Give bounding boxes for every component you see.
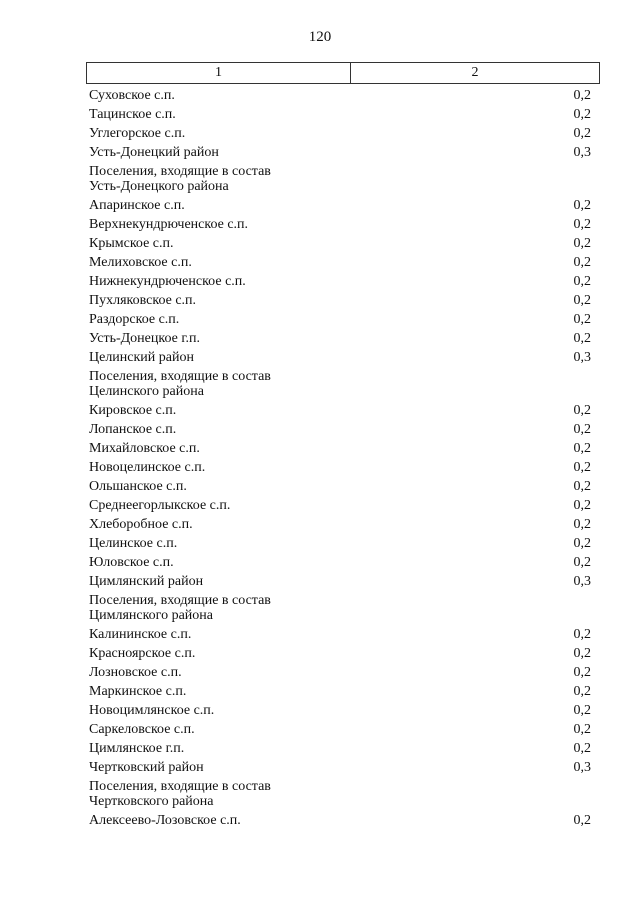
row-name: Новоцимлянское с.п. <box>89 703 215 718</box>
row-value: 0,2 <box>573 460 591 475</box>
row-value: 0,2 <box>573 498 591 513</box>
table-row <box>89 310 591 329</box>
row-name: Алексеево-Лозовское с.п. <box>89 813 241 828</box>
row-name: Тацинское с.п. <box>89 107 176 122</box>
table-header <box>86 62 600 84</box>
table-row <box>89 515 591 534</box>
table-row <box>89 401 591 420</box>
row-name: Чертковский район <box>89 760 204 775</box>
row-name: Усть-Донецкий район <box>89 145 219 160</box>
table-body <box>89 86 591 830</box>
row-value: 0,2 <box>573 684 591 699</box>
table-row <box>89 496 591 515</box>
row-value: 0,2 <box>573 312 591 327</box>
table-row <box>89 682 591 701</box>
table-row <box>89 86 591 105</box>
row-value: 0,2 <box>573 627 591 642</box>
row-value: 0,2 <box>573 813 591 828</box>
table-row <box>89 625 591 644</box>
row-value: 0,2 <box>573 422 591 437</box>
row-name: Крымское с.п. <box>89 236 174 251</box>
table-row <box>89 701 591 720</box>
row-value: 0,2 <box>573 126 591 141</box>
table-row <box>89 777 591 811</box>
row-value: 0,2 <box>573 722 591 737</box>
row-value: 0,3 <box>573 350 591 365</box>
row-name: Апаринское с.п. <box>89 198 185 213</box>
table-row <box>89 720 591 739</box>
table-row <box>89 758 591 777</box>
row-name: Ольшанское с.п. <box>89 479 187 494</box>
row-value: 0,2 <box>573 198 591 213</box>
table-row <box>89 644 591 663</box>
row-value: 0,2 <box>573 403 591 418</box>
row-value: 0,2 <box>573 555 591 570</box>
table-row <box>89 663 591 682</box>
table-row <box>89 215 591 234</box>
row-name: Углегорское с.п. <box>89 126 186 141</box>
row-name: Усть-Донецкое г.п. <box>89 331 200 346</box>
row-name: Новоцелинское с.п. <box>89 460 206 475</box>
table-row <box>89 420 591 439</box>
row-name: Юловское с.п. <box>89 555 174 570</box>
row-value: 0,2 <box>573 441 591 456</box>
row-name: Среднеегорлыкское с.п. <box>89 498 231 513</box>
row-name: Пухляковское с.п. <box>89 293 197 308</box>
row-value: 0,3 <box>573 760 591 775</box>
table-row <box>89 162 591 196</box>
row-name: Верхнекундрюченское с.п. <box>89 217 249 232</box>
row-name: Суховское с.п. <box>89 88 175 103</box>
row-name: Красноярское с.п. <box>89 646 196 661</box>
row-name: Поселения, входящие в состав Чертковского района <box>89 779 271 809</box>
row-name: Мелиховское с.п. <box>89 255 192 270</box>
table-row <box>89 124 591 143</box>
table-row <box>89 105 591 124</box>
table-row <box>89 143 591 162</box>
table-row <box>89 253 591 272</box>
column-header-1: 1 <box>87 63 351 83</box>
row-value: 0,2 <box>573 646 591 661</box>
row-value: 0,2 <box>573 255 591 270</box>
table-row <box>89 234 591 253</box>
row-name: Целинский район <box>89 350 194 365</box>
row-value: 0,2 <box>573 479 591 494</box>
row-value: 0,2 <box>573 665 591 680</box>
row-value: 0,2 <box>573 293 591 308</box>
row-value: 0,3 <box>573 574 591 589</box>
table-row <box>89 458 591 477</box>
row-name: Михайловское с.п. <box>89 441 200 456</box>
table-row <box>89 477 591 496</box>
row-name: Лопанское с.п. <box>89 422 177 437</box>
row-value: 0,2 <box>573 703 591 718</box>
table-row <box>89 291 591 310</box>
row-name: Лозновское с.п. <box>89 665 182 680</box>
table-row <box>89 196 591 215</box>
table-row <box>89 739 591 758</box>
page-number: 120 <box>308 29 332 45</box>
table-row <box>89 591 591 625</box>
row-name: Цимлянское г.п. <box>89 741 185 756</box>
row-value: 0,2 <box>573 236 591 251</box>
row-value: 0,2 <box>573 217 591 232</box>
row-name: Поселения, входящие в состав Усть-Донецкого района <box>89 164 271 194</box>
table-row <box>89 534 591 553</box>
row-value: 0,2 <box>573 741 591 756</box>
row-value: 0,2 <box>573 88 591 103</box>
table-row <box>89 367 591 401</box>
row-name: Цимлянский район <box>89 574 204 589</box>
table-row <box>89 572 591 591</box>
row-value: 0,2 <box>573 274 591 289</box>
table-row <box>89 439 591 458</box>
row-name: Калининское с.п. <box>89 627 192 642</box>
row-value: 0,2 <box>573 107 591 122</box>
row-name: Маркинское с.п. <box>89 684 187 699</box>
row-value: 0,3 <box>573 145 591 160</box>
column-header-2: 2 <box>471 65 479 80</box>
table-row <box>89 553 591 572</box>
row-value: 0,2 <box>573 517 591 532</box>
row-name: Целинское с.п. <box>89 536 178 551</box>
row-value: 0,2 <box>573 536 591 551</box>
row-name: Кировское с.п. <box>89 403 177 418</box>
row-name: Хлеборобное с.п. <box>89 517 193 532</box>
row-value: 0,2 <box>573 331 591 346</box>
table-row <box>89 272 591 291</box>
table-row <box>89 329 591 348</box>
row-name: Нижнекундрюченское с.п. <box>89 274 246 289</box>
table-row <box>89 811 591 830</box>
row-name: Поселения, входящие в состав Цимлянского района <box>89 593 271 623</box>
table-row <box>89 348 591 367</box>
row-name: Раздорское с.п. <box>89 312 180 327</box>
row-name: Поселения, входящие в состав Целинского района <box>89 369 271 399</box>
row-name: Саркеловское с.п. <box>89 722 195 737</box>
